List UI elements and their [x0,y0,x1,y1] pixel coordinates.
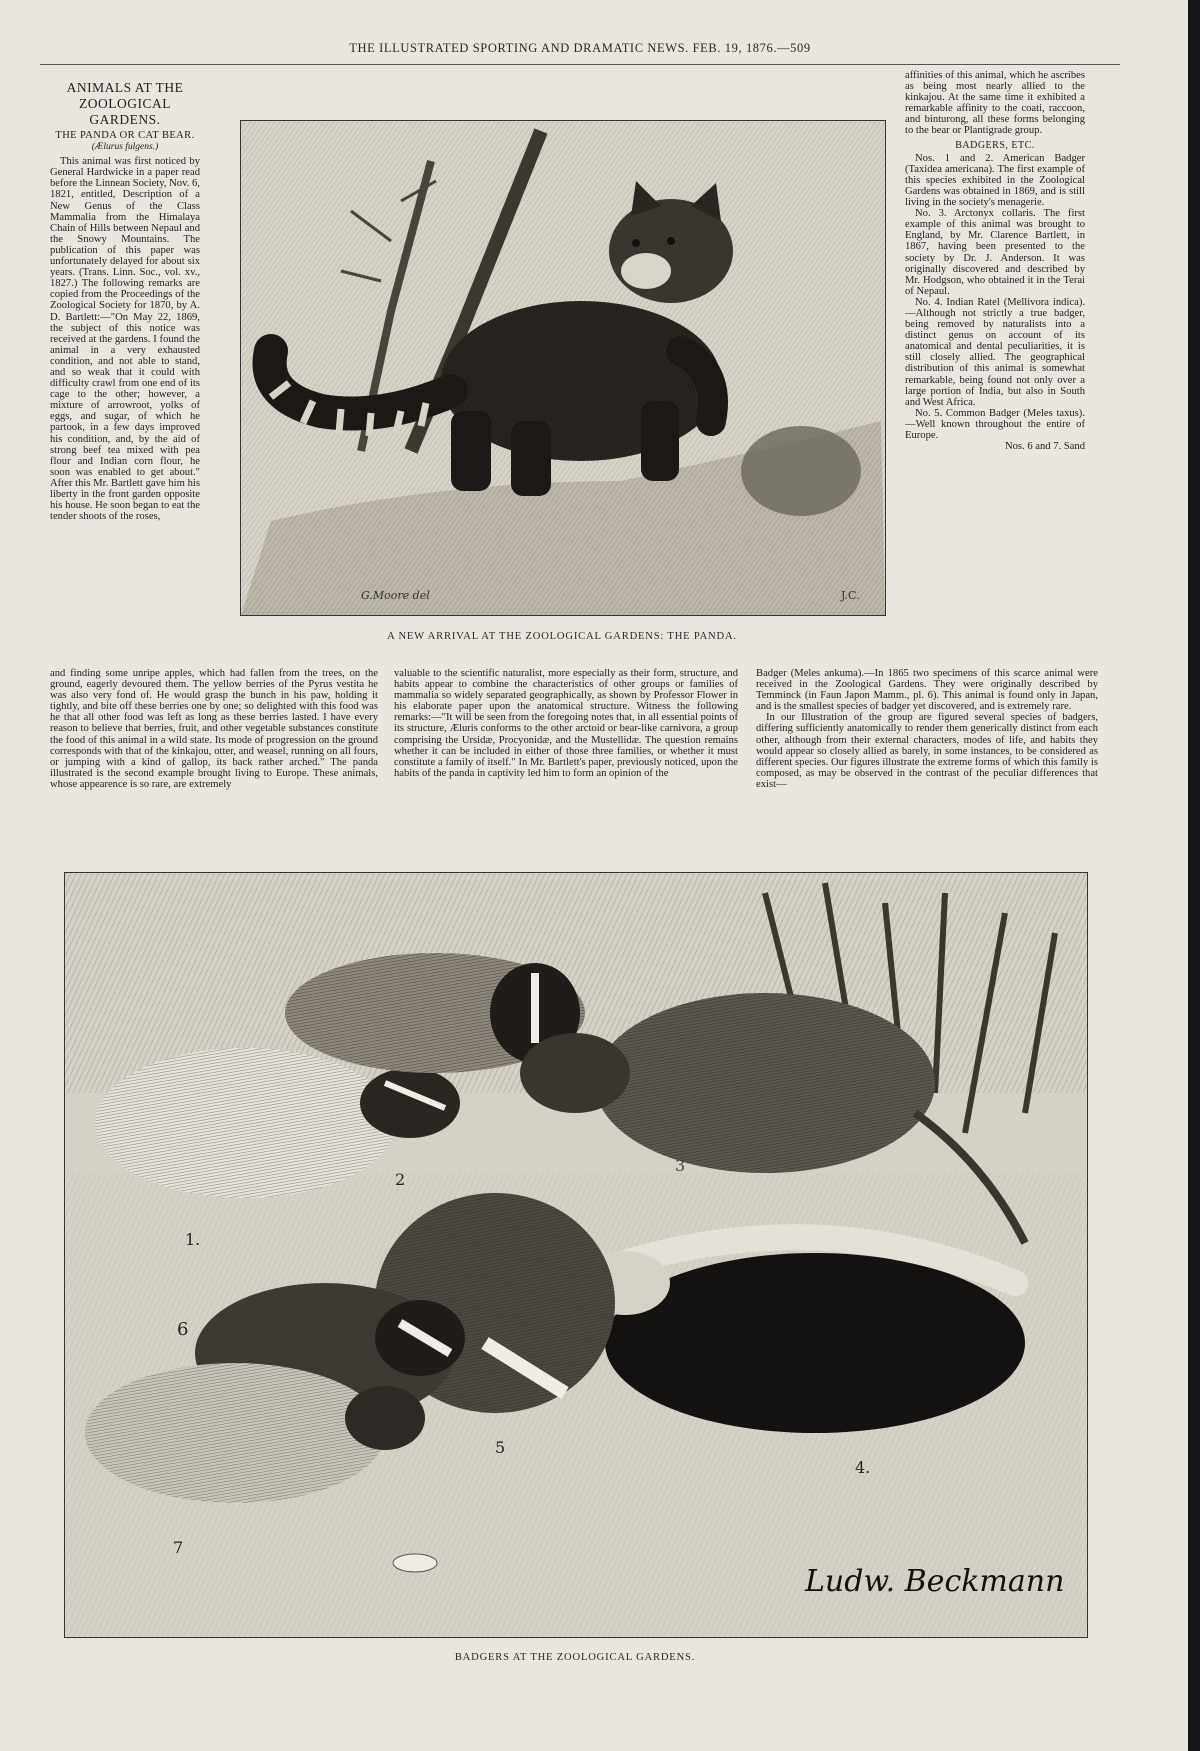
right-paragraph-5: No. 5. Common Badger (Meles taxus).—Well known throughout the entire of Europe. [905,407,1085,441]
article-paragraph-col3a: Badger (Meles ankuma).—In 1865 two specimens of this scarce animal were received in the Zoological Gardens. They were originally described by Temminck (in Faun Japon Mamm., pl. 6). This animal is found only in Japan, and is the smallest species of badger yet discovered, and is extremely rare. [756,668,1098,713]
article-paragraph-col2: valuable to the scientific naturalist, more especially as their form, structure, and habits appear to combine the characteristics of other groups or families of mammalia so widely separated geographically, as shown by Professor Flower in his elaborate paper upon the anatomical structure. Witness the following remarks:—"It will be seen from the foregoing notes that, in all essential points of its structure, Æluris conforms to the other arctoid or bear-like carnivora, a group comprising the Ursidæ, Procyonidæ, and the Mustellidæ. The question remains whether it can be included in either of those three families, or whether it must constitute a family of itself." In Mr. Bartlett's paper, previously noticed, upon the habits of the panda in captivity led him to form an opinion of the [394,668,738,779]
running-header: THE ILLUSTRATED SPORTING AND DRAMATIC NEWS. FEB. 19, 1876.—509 [349,41,811,55]
badger-number-2: 2 [395,1170,406,1189]
badger-number-3: 3 [675,1156,686,1175]
scan-edge [1188,0,1200,1751]
badgers-signature: Ludw. Beckmann [805,1564,1065,1599]
badger-number-5: 5 [495,1438,506,1457]
article-paragraph: This animal was first noticed by General Hardwicke in a paper read before the Linnean Society, Nov. 6, 1821, entitled, Description of a New Genus of the Class Mammalia from the Himalaya Chain of Hills between Nepaul and the Snowy Mountains. The publication of this paper was unfortunately delayed for about six years. (Trans. Linn. Soc., vol. xv., 1827.) The following remarks are copied from the Proceedings of the Zoological Society for 1870, by A. D. Bartlett:—"On May 22, 1869, the subject of this notice was received at the gardens. I found the animal in a very exhausted condition, and not able to stand, and so weak that it could with difficulty crawl from one end of its cage to the other; however, a mixture of arrowroot, yolks of eggs, and sugar, of which he partook, in a few days improved his condition, and, by the aid of strong beef tea mixed with pea flour and Indian corn flour, he soon was enabled to get about." After this Mr. Bartlett gave him his liberty in the front garden opposite his house. He soon began to eat the tender shoots of the roses, [50,156,200,523]
badger-number-1: 1. [185,1230,201,1249]
badger-number-7: 7 [173,1538,184,1557]
article-paragraph-continued: and finding some unripe apples, which had fallen from the trees, on the ground, eagerly devoured them. The yellow berries of the Pyrus vestita he was also very fond of. He would grasp the bunch in his paw, holding it tightly, and bite off these berries one by one; so delighted with this food was he that all other food was left as long as these berries lasted. I have every reason to believe that berries, fruit, and other vegetable substances constitute the food of this animal in a wild state. Its mode of progression on the ground corresponds with that of the kinkajou, otter, and weasel, running on all fours, or jumping with a kind of gallop, its back rather arched." The panda illustrated is the second example brought living to Europe. These animals, whose appearence is so rare, are extremely [50,668,378,790]
badger-number-4: 4. [855,1458,871,1477]
right-paragraph-1: affinities of this animal, which he ascribes as being most nearly allied to the kinkajou. At the same time it exhibited a remarkable affinity to the coati, raccoon, and binturong, all these forms belonging to the bear or Plantigrade group. [905,70,1085,137]
badgers-caption: BADGERS AT THE ZOOLOGICAL GARDENS. [454,1652,696,1663]
article-column-right [905,70,1085,670]
right-paragraph-2: Nos. 1 and 2. American Badger (Taxidea americana). The first example of this species exhibited in the Zoological Gardens was obtained in 1869, and is still living in the society's menagerie. [905,152,1085,209]
article-column-3 [756,668,1098,844]
right-paragraph-3: No. 3. Arctonyx collaris. The first example of this animal was brought to England, by Mr. Clarence Bartlett, in 1867, having been presented to the society by Dr. J. Anderson. It was originally discovered and described by Mr. Hodgson, who obtained it in the Terai of Nepaul. [905,208,1085,297]
article-paragraph-col3b: In our Illustration of the group are figured several species of badgers, differing sufficiently anatomically to render them generically distinct from each other, although from their external characters, modes of life, and habits they would appear so closely allied as barely, in some instances, to be considered as different species. Our figures illustrate the extreme forms of which this family is composed, as may be observed in the contrast of the peculiar differences that exist— [756,712,1098,790]
badger-number-6: 6 [177,1319,189,1340]
header-rule [40,64,1120,65]
panda-caption: A NEW ARRIVAL AT THE ZOOLOGICAL GARDENS: THE PANDA. [387,631,737,642]
right-paragraph-6: Nos. 6 and 7. Sand [1004,441,1085,453]
panda-engraving [240,120,886,616]
panda-signature-right: J.C. [841,589,860,602]
badgers-engraving [64,872,1088,1638]
panda-signature-left: G.Moore del [361,589,430,602]
article-latin-name: (Ælurus fulgens.) [91,142,159,153]
article-subhead: THE PANDA OR CAT BEAR. [55,130,195,141]
article-column-1-wide [50,668,378,844]
badgers-subhead: BADGERS, ETC. [955,139,1035,151]
article-column-left [50,80,200,670]
article-column-2 [394,668,738,844]
right-paragraph-4: No. 4. Indian Ratel (Mellivora indica).—Although not strictly a true badger, being removed by naturalists into a distinct genus on account of its anatomical and dental peculiarities, it is still closely allied. The geographical distribution of this animal is somewhat remarkable, being found not only over a large portion of India, but also in South and West Africa. [905,296,1085,408]
article-headline: ANIMALS AT THE ZOOLOGICAL GARDENS. [66,80,184,127]
